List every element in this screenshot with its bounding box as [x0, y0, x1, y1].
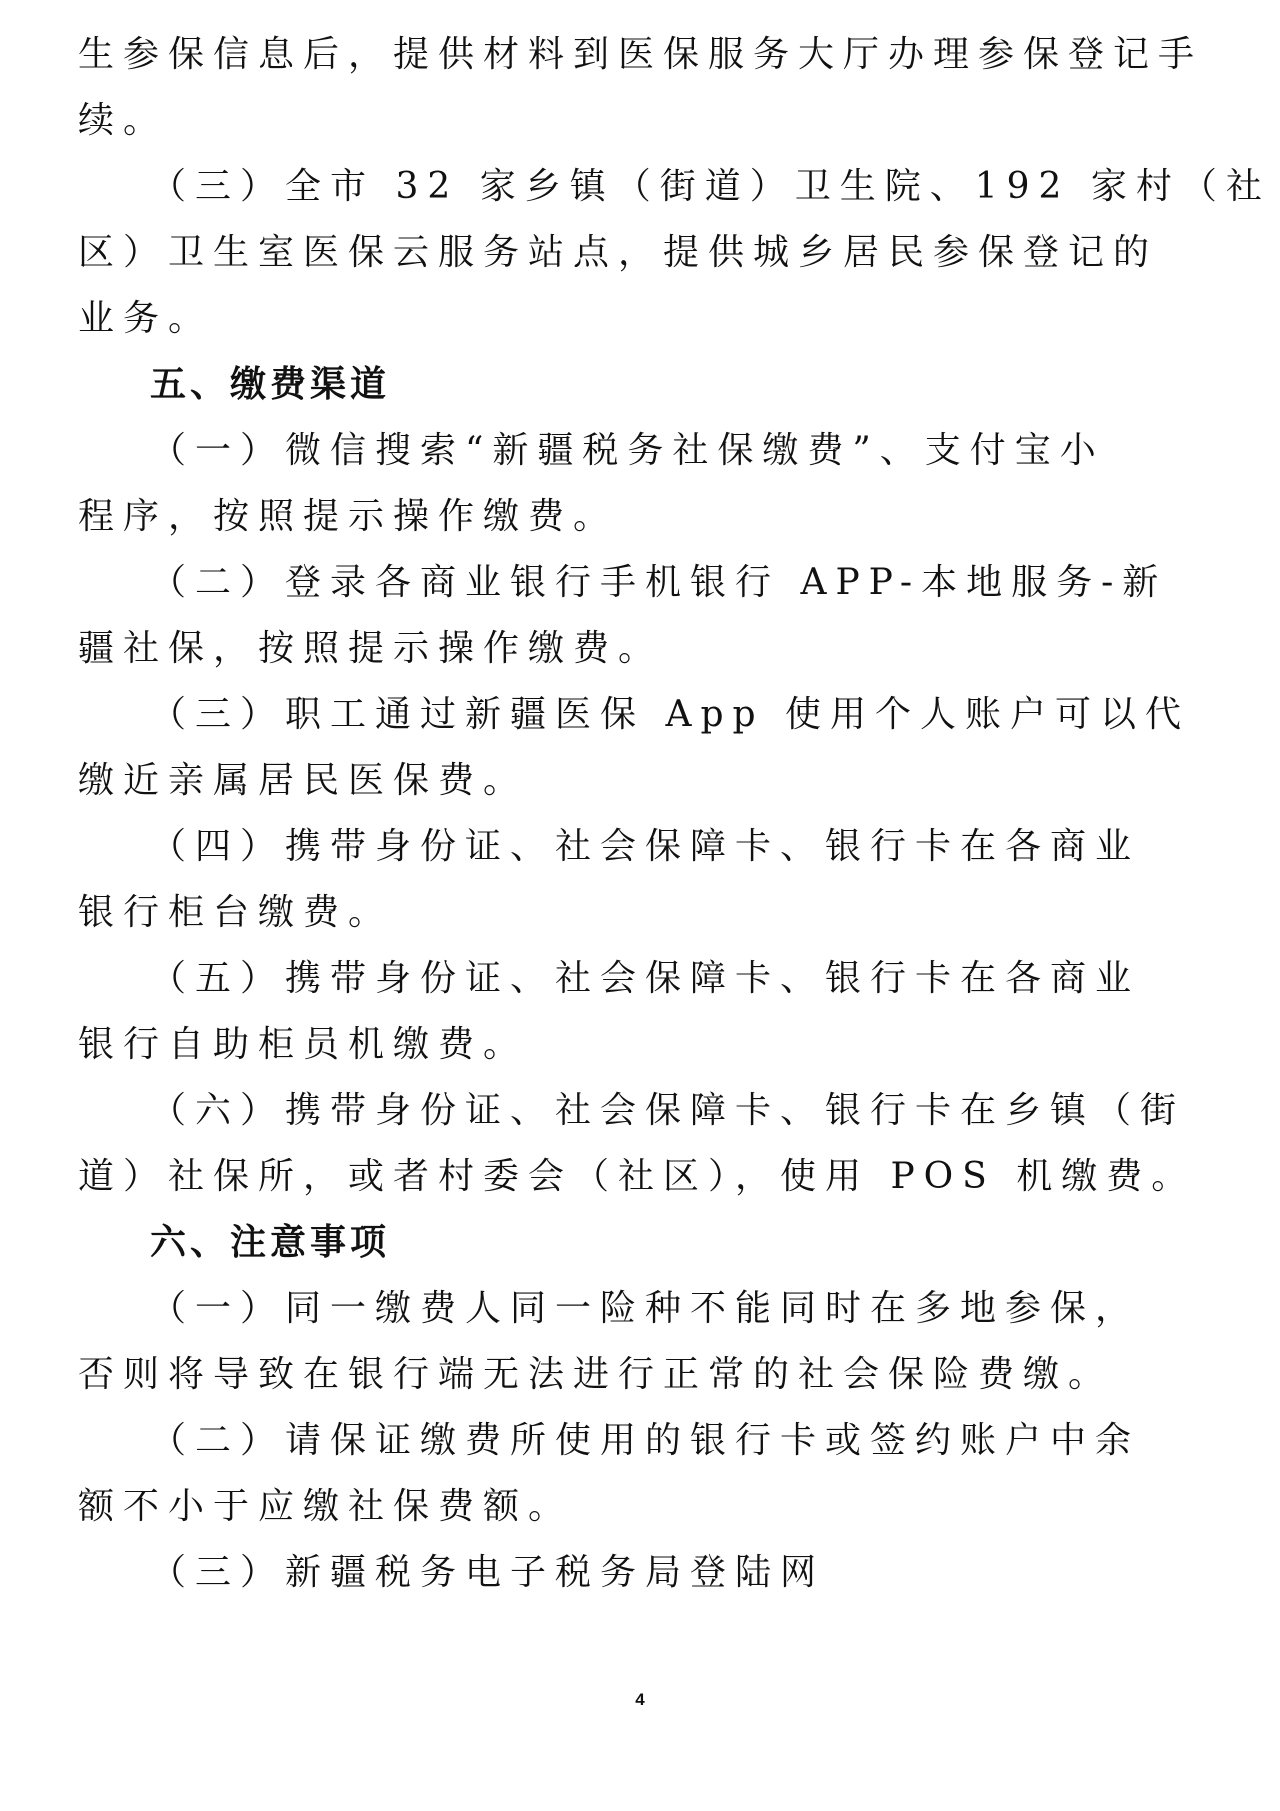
paragraph-line: （二）登录各商业银行手机银行 APP-本地服务-新	[150, 562, 1168, 603]
paragraph-line: 业务。	[78, 298, 214, 339]
paragraph-line: （二）请保证缴费所使用的银行卡或签约账户中余	[150, 1420, 1141, 1461]
section-heading-payment-channels: 五、缴费渠道	[150, 364, 391, 405]
paragraph-line: 缴近亲属居民医保费。	[78, 760, 529, 801]
paragraph-line: 续。	[78, 100, 169, 141]
section-heading-notes: 六、注意事项	[150, 1222, 391, 1263]
paragraph-line: （五）携带身份证、社会保障卡、银行卡在各商业	[150, 958, 1141, 999]
page-number: 4	[635, 1690, 645, 1709]
paragraph-line: （一）微信搜索“新疆税务社保缴费”、支付宝小	[150, 430, 1105, 471]
document-page	[78, 22, 1271, 1606]
paragraph-line: （四）携带身份证、社会保障卡、银行卡在各商业	[150, 826, 1141, 867]
paragraph-line: 程序，按照提示操作缴费。	[78, 496, 619, 537]
paragraph-line: 额不小于应缴社保费额。	[78, 1486, 574, 1527]
paragraph-line: 银行自助柜员机缴费。	[78, 1024, 529, 1065]
paragraph-line: 生参保信息后，提供材料到医保服务大厅办理参保登记手	[78, 34, 1204, 75]
paragraph-line: （三）新疆税务电子税务局登陆网	[150, 1552, 826, 1593]
paragraph-line: （六）携带身份证、社会保障卡、银行卡在乡镇（街	[150, 1090, 1186, 1131]
paragraph-line: （三）职工通过新疆医保 App 使用个人账户可以代	[150, 694, 1190, 735]
paragraph-line: （一）同一缴费人同一险种不能同时在多地参保，	[150, 1288, 1141, 1329]
paragraph-line: 区）卫生室医保云服务站点，提供城乡居民参保登记的	[78, 232, 1159, 273]
paragraph-line: 疆社保，按照提示操作缴费。	[78, 628, 664, 669]
paragraph-line: 银行柜台缴费。	[78, 892, 394, 933]
paragraph-line: （三）全市 32 家乡镇（街道）卫生院、192 家村（社	[150, 166, 1271, 207]
paragraph-line: 道）社保所，或者村委会（社区），使用 POS 机缴费。	[78, 1156, 1197, 1197]
paragraph-line: 否则将导致在银行端无法进行正常的社会保险费缴。	[78, 1354, 1114, 1395]
